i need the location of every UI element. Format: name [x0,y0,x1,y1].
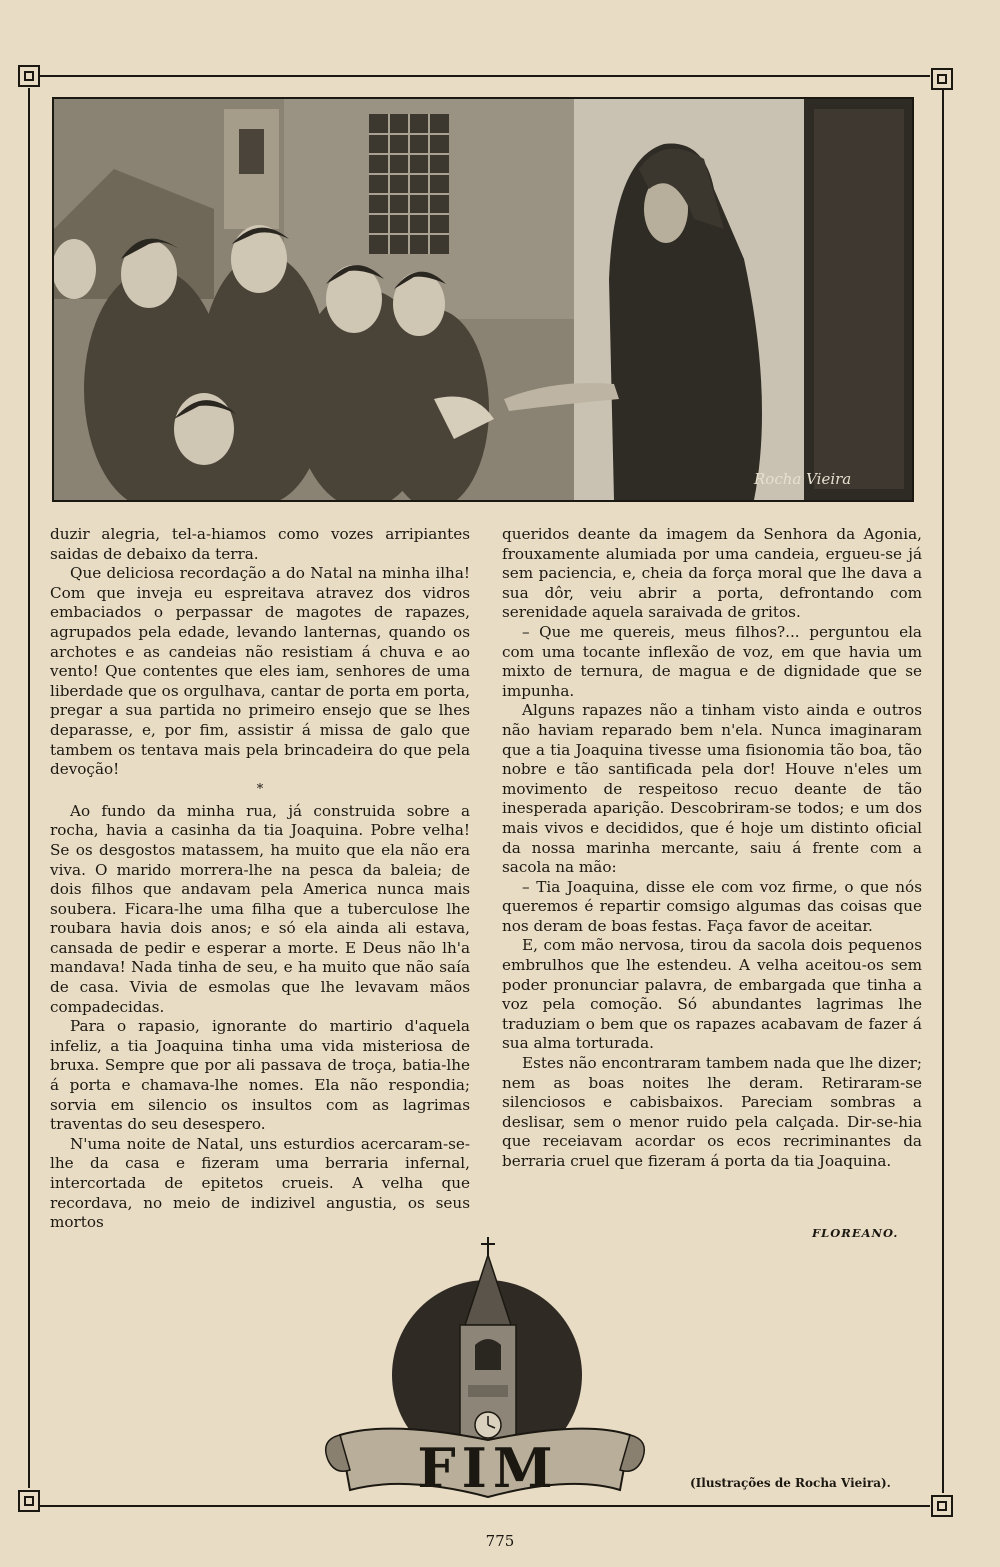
paragraph: Alguns rapazes não a tinham visto ainda e outros não haviam reparado bem n'ela. Nunca imaginaram que a tia Joaquina tivesse uma fisionomia tão boa, tão nobre e tão santificada pela dor! Houve n'eles um movimento de respeitoso recuo deante de tão inesperada aparição. Descobriram-se todos; e um dos mais vivos e decididos, que é hoje um distinto oficial da nossa marinha mercante, saiu á frente com a sacola na mão: [502,701,922,877]
carolers-at-door-illustration-icon [54,99,912,500]
page-number: 775 [485,1532,515,1550]
fim-banner-text: FIM [417,1436,559,1500]
author-signature: FLOREANO. [812,1226,899,1240]
church-tower-icon [300,1235,660,1525]
illustration-signature: Rocha Vieira [754,470,852,488]
paragraph: Ao fundo da minha rua, já construida sobre a rocha, havia a casinha da tia Joaquina. Pobre velha! Se os desgostos matassem, ha muito que ela não era viva. O marido morrera-lhe na pesca da baleia; de dois filhos que andavam pela America nunca mais soubera. Ficara-lhe uma filha que a tuberculose lhe roubara havia dois anos; e só ela ainda ali estava, cansada de pedir e esperar a morte. E Deus não lh'a mandava! Nada tinha de seu, e ha muito que não saía de casa. Vivia de esmolas que lhe levavam mãos compadecidas. [50,801,470,1016]
frame-left-line [28,88,30,1488]
illustration-credit: (Ilustrações de Rocha Vieira). [690,1476,891,1490]
text-column-left [50,525,470,1233]
frame-top-line [40,75,930,77]
corner-ornament-icon [18,1490,40,1512]
paragraph: Para o rapasio, ignorante do martirio d'aquela infeliz, a tia Joaquina tinha uma vida misteriosa de bruxa. Sempre que por ali passava de troça, batia-lhe á porta e chamava-lhe nomes. Ela não respondia; sorvia em silencio os insultos com as lagrimas traventas do seu desespero. [50,1017,470,1134]
fim-vignette [300,1235,660,1525]
paragraph: Que deliciosa recordação a do Natal na minha ilha! Com que inveja eu espreitava atravez dos vidros embaciados o perpassar de magotes de rapazes, agrupados pela edade, levando lanternas, quando os archotes e as candeias não resistiam á chuva e ao vento! Que contentes que eles iam, senhores de uma liberdade que os orgulhava, cantar de porta em porta, pregar a sua partida no primeiro ensejo que se lhes deparasse, e, por fim, assistir á missa de galo que tambem os tentava mais pela brincadeira do que pela devoção! [50,564,470,779]
paragraph: Estes não encontraram tambem nada que lhe dizer; nem as boas noites lhe deram. Retiraram-se silenciosos e cabisbaixos. Pareciam sombras a deslisar, sem o menor ruido pela calçada. Dir-se-hia que receiavam acordar os ecos recriminantes da berraria cruel que fizeram á porta da tia Joaquina. [502,1054,922,1170]
frame-right-line [942,88,944,1493]
paragraph: E, com mão nervosa, tirou da sacola dois pequenos embrulhos que lhe estendeu. A velha aceitou-os sem poder pronunciar palavra, de embargada que tinha a voz pela comoção. Só abundantes lagrimas lhe traduziam o bem que os rapazes acabavam de fazer á sua alma torturada. [502,936,922,1053]
section-separator: * [256,781,264,797]
paragraph: duzir alegria, tel-a-hiamos como vozes arripiantes saidas de debaixo da terra. [50,525,470,563]
text-column-right [502,525,922,1172]
corner-ornament-icon [18,65,40,87]
paragraph: – Que me quereis, meus filhos?... perguntou ela com uma tocante inflexão de voz, em que havia um mixto de ternura, de magua e de dignidade que se impunha. [502,622,922,700]
corner-ornament-icon [931,68,953,90]
corner-ornament-icon [931,1495,953,1517]
paragraph: queridos deante da imagem da Senhora da Agonia, frouxamente alumiada por uma candeia, ergueu-se já sem paciencia, e, cheia da força moral que lhe dava a sua dôr, veiu abrir a porta, defrontando com serenidade aquela saraivada de gritos. [502,525,922,622]
illustration-carolers [52,97,914,502]
paragraph: – Tia Joaquina, disse ele com voz firme, o que nós queremos é repartir comsigo algumas das coisas que nos deram de boas festas. Faça favor de aceitar. [502,877,922,935]
paragraph: N'uma noite de Natal, uns esturdios acercaram-se-lhe da casa e fizeram uma berraria infernal, intercortada de epitetos crueis. A velha que recordava, no meio de indizivel angustia, os seus mortos [50,1134,470,1232]
